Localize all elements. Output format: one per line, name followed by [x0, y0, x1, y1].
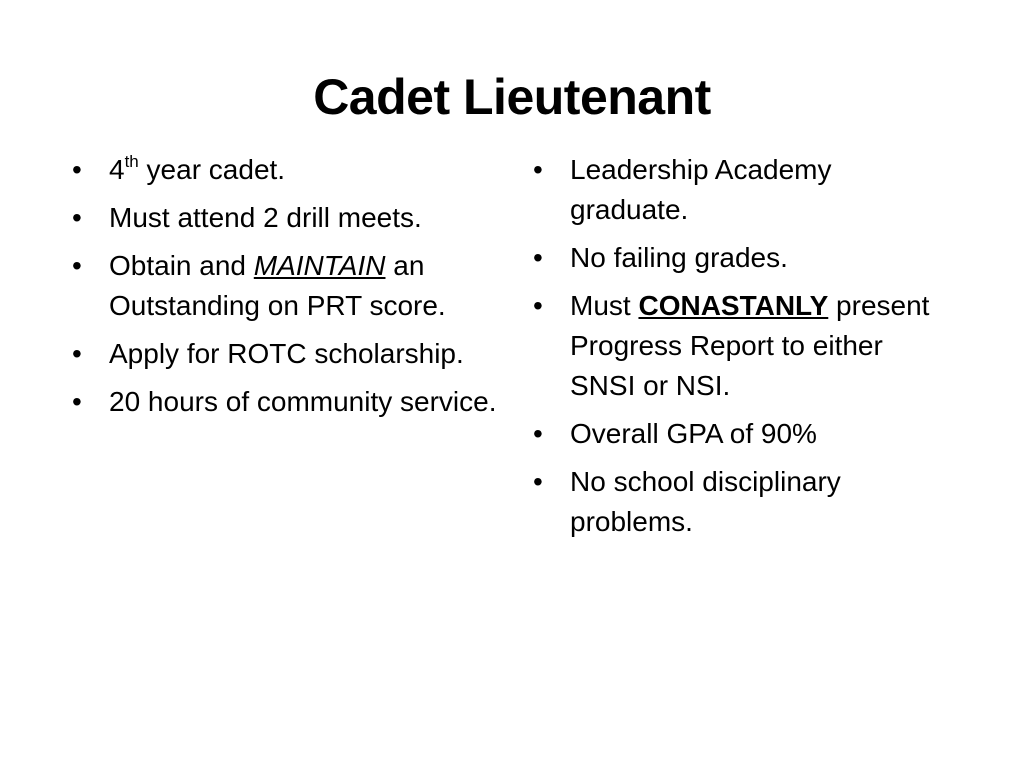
item-text: Must attend 2 drill meets.	[109, 202, 422, 233]
bullet-icon: •	[533, 242, 543, 273]
item-superscript: th	[124, 151, 139, 171]
bullet-icon: •	[533, 290, 543, 321]
list-item	[533, 462, 953, 542]
list-item	[72, 150, 502, 190]
item-text: No failing grades.	[570, 242, 788, 273]
emphasized-word: CONASTANLY	[638, 290, 829, 321]
bullet-icon: •	[72, 250, 82, 281]
list-item	[72, 198, 502, 238]
bullet-icon: •	[72, 154, 82, 185]
bullet-icon: •	[533, 466, 543, 497]
bullet-icon: •	[72, 338, 82, 369]
list-item	[72, 382, 502, 422]
item-text: No school disciplinary problems.	[570, 466, 841, 537]
item-text-before: Must	[570, 290, 639, 321]
list-item	[533, 150, 953, 230]
left-bullet-list	[72, 150, 502, 430]
bullet-icon: •	[72, 202, 82, 233]
list-item	[533, 238, 953, 278]
item-text: 20 hours of community service.	[109, 386, 497, 417]
bullet-icon: •	[533, 154, 543, 185]
item-text: Leadership Academy graduate.	[570, 154, 832, 225]
right-bullet-list	[533, 150, 953, 550]
item-text-prefix: 4	[109, 154, 125, 185]
item-text-after: an Outstanding on PRT score.	[109, 250, 446, 321]
emphasized-word: MAINTAIN	[253, 250, 386, 281]
slide-title: Cadet Lieutenant	[313, 69, 711, 125]
list-item	[533, 414, 953, 454]
item-text-before: Obtain and	[109, 250, 254, 281]
bullet-icon: •	[533, 418, 543, 449]
list-item	[72, 334, 502, 374]
list-item	[72, 246, 502, 326]
list-item	[533, 286, 953, 406]
bullet-icon: •	[72, 386, 82, 417]
item-text: Overall GPA of 90%	[570, 418, 817, 449]
item-text-after: present Progress Report to either SNSI or NSI.	[570, 290, 930, 401]
item-text: Apply for ROTC scholarship.	[109, 338, 464, 369]
item-text-suffix: year cadet.	[138, 154, 286, 185]
